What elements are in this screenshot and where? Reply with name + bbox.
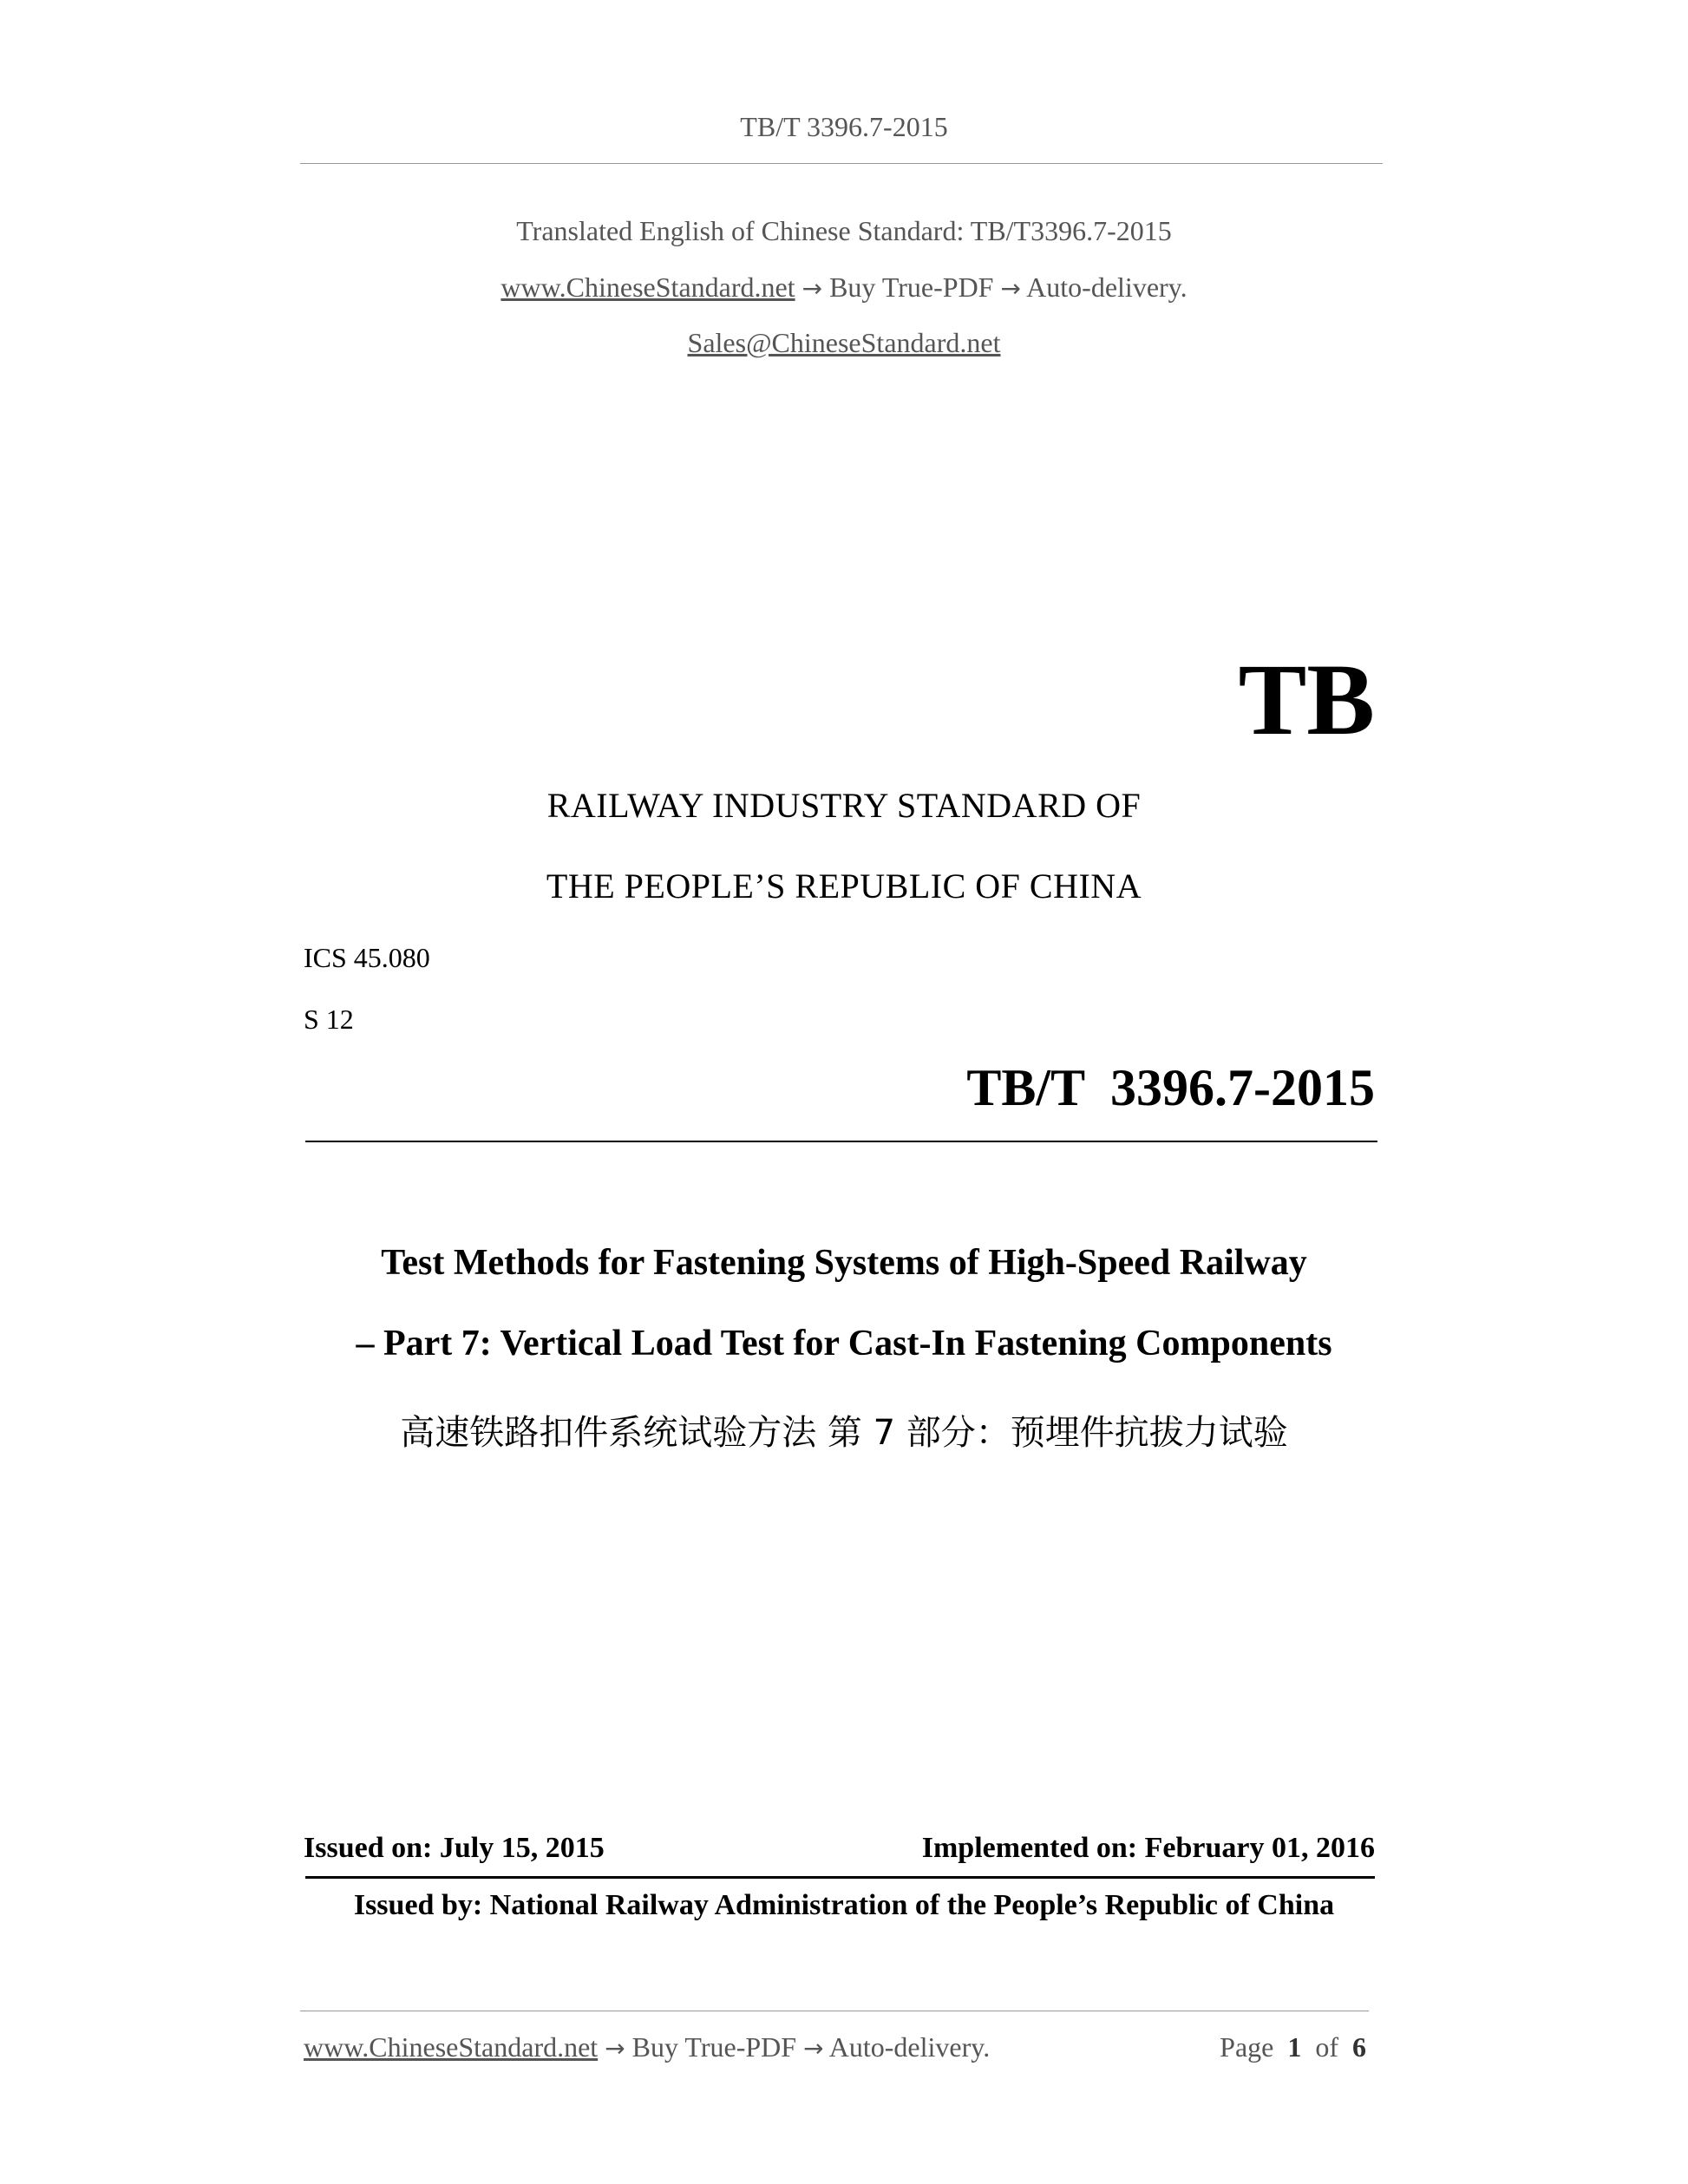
issued-by: Issued by: National Railway Administration of the People’s Republic of China: [353, 1889, 1335, 1921]
running-header: TB/T 3396.7-2015: [740, 111, 948, 142]
page-total: 6: [1352, 2031, 1366, 2063]
page-label: Page: [1220, 2031, 1274, 2063]
classification-code: S 12: [304, 1004, 354, 1035]
title-english-line2: – Part 7: Vertical Load Test for Cast-In Fastening Components: [356, 1324, 1332, 1363]
translated-label: Translated English of Chinese Standard: TB/T3396.7-2015: [516, 215, 1172, 246]
standard-number: TB/T 3396.7-2015: [966, 1059, 1375, 1116]
buy-text: Buy True-PDF: [829, 271, 994, 303]
ics-code: ICS 45.080: [304, 942, 430, 973]
buy-line: [0, 271, 1688, 304]
delivery-text: Auto-delivery.: [1026, 271, 1187, 303]
standard-number-divider: [305, 1141, 1377, 1142]
issued-on-date: Issued on: July 15, 2015: [304, 1832, 605, 1864]
email-link[interactable]: Sales@ChineseStandard.net: [687, 327, 1001, 358]
arrow-right-icon: →: [803, 2034, 824, 2063]
footer-buy-line: [304, 2031, 990, 2063]
footer-buy-text: Buy True-PDF: [631, 2031, 797, 2063]
arrow-right-icon: →: [801, 274, 823, 303]
arrow-right-icon: →: [605, 2034, 625, 2063]
issue-divider: [305, 1876, 1375, 1879]
page-indicator: [1220, 2031, 1366, 2063]
page-of: of: [1315, 2031, 1338, 2063]
arrow-right-icon: →: [1000, 274, 1021, 303]
email-line: [0, 327, 1688, 359]
title-english-line1: Test Methods for Fastening Systems of High-Speed Railway: [381, 1243, 1307, 1283]
implemented-on-date: Implemented on: February 01, 2016: [921, 1832, 1375, 1864]
tb-logo: TB: [1238, 643, 1375, 756]
title-chinese: 高速铁路扣件系统试验方法 第 7 部分：预埋件抗拔力试验: [400, 1413, 1288, 1453]
industry-standard-line1: RAILWAY INDUSTRY STANDARD OF: [546, 786, 1142, 825]
footer-website-link[interactable]: www.ChineseStandard.net: [304, 2031, 599, 2063]
footer-delivery-text: Auto-delivery.: [828, 2031, 991, 2063]
website-link[interactable]: www.ChineseStandard.net: [501, 271, 795, 303]
page-current: 1: [1287, 2031, 1302, 2063]
industry-standard-line2: THE PEOPLE’S REPUBLIC OF CHINA: [546, 866, 1142, 906]
header-divider: [300, 163, 1383, 164]
